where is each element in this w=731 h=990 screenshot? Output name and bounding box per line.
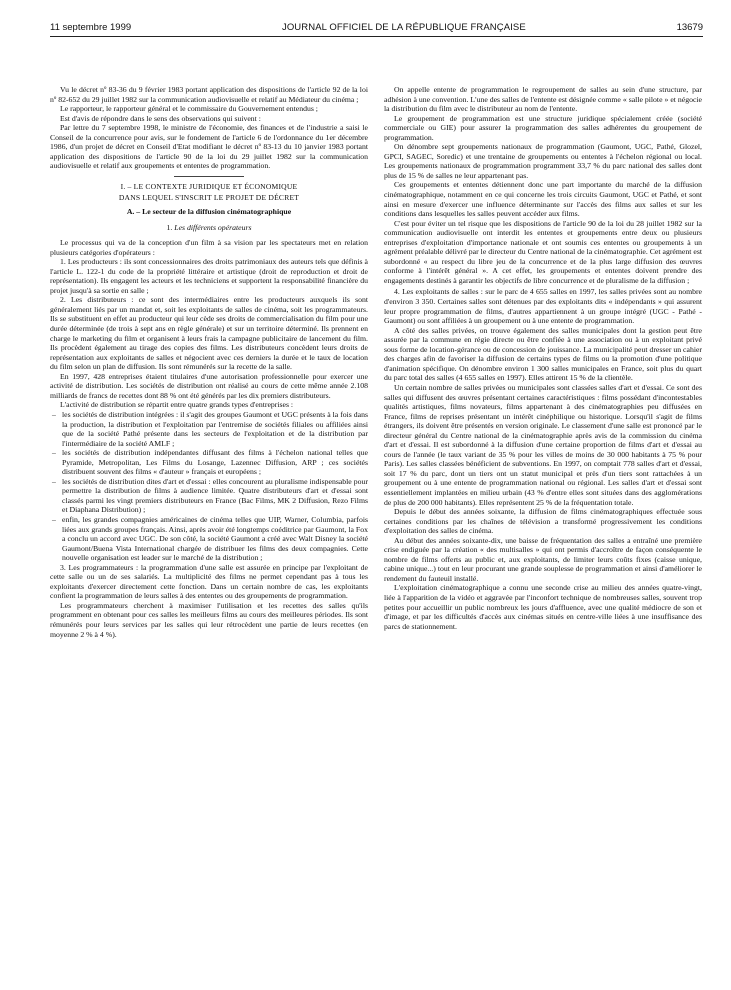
paragraph: 1. Les producteurs : ils sont concessionnaires des droits patrimoniaux des auteurs tels que définis à l'article L. 122-1 du code de la propriété littéraire et artistique (droit de reproduction et droit de représentation). Ils engagent les acteurs et les techniciens et supportent la responsabilité financière du projet jusqu'à sa sortie en salle ; bbox=[50, 257, 368, 295]
paragraph: Les programmateurs cherchent à maximiser l'utilisation et les recettes des salles qu'ils programment en obtenant pour ces salles les meilleurs films au cours des meilleures périodes. Ils sont rémunérés pour leurs services par les salles qui leur rétrocèdent une partie de leurs recettes (en moyenne 2 % à 4 %). bbox=[50, 600, 368, 639]
left-column bbox=[50, 85, 368, 639]
paragraph: L'activité de distribution se répartit entre quatre grands types d'entreprises : bbox=[60, 400, 294, 410]
sub-subsection-heading bbox=[50, 223, 368, 233]
paragraph: Par lettre du 7 septembre 1998, le ministre de l'économie, des finances et de l'industrie a saisi le Conseil de la concurrence pour avis, sur le fondement de l'article 6 de l'ordonnance du 1er décembre 1986, d'un projet de décret en Conseil d'Etat modifiant le décret nº 83-13 du 10 janvier 1983 portant application des dispositions de l'article 90 de la loi du 29 juillet 1982 sur la communication audiovisuelle et relatif aux groupements et ententes de programmation. bbox=[50, 123, 368, 171]
paragraph: Le processus qui va de la conception d'un film à sa vision par les spectateurs met en relation plusieurs catégories d'opérateurs : bbox=[50, 238, 368, 257]
right-column bbox=[384, 85, 702, 639]
paragraph: Le groupement de programmation est une structure juridique spécialement créée (société commerciale ou GIE) pour assurer la programmation des salles adhérentes du groupement de programmation. bbox=[384, 113, 702, 142]
distributor-types-list bbox=[50, 410, 368, 563]
list-item: – les sociétés de distribution intégrées : il s'agit des groupes Gaumont et UGC présents à la fois dans la production, la distribution et l'exploitation par l'entremise de sociétés filiales ou affiliées ainsi que de la société Pathé présente dans les secteurs de l'exploitation et de la distribution par l'intermédiaire de la société AMLF ; bbox=[50, 410, 368, 448]
paragraph: A côté des salles privées, on trouve également des salles municipales dont la gestion peut être assurée par la commune en régie directe ou être confiée à une association ou à un exploitant privé sous forme de location-gérance ou de concession de jouissance. La municipalité peut dresser un cahier des charges afin de favoriser la diffusion de certains types de films ou la promotion d'une politique d'animation spécifique. On dénombre environ 1 300 salles municipales en France, soit plus du quart du parc total des salles (4 655 salles en 1997). Elles attirent 15 % de la clientèle. bbox=[384, 325, 702, 383]
paragraph: 2. Les distributeurs : ce sont des intermédiaires entre les producteurs auxquels ils sont généralement liés par un mandat et, soit les exploitants de salles de cinéma, soit les programmateurs. Ils se substituent en effet au producteur qui leur cède ses droits de commercialisation du film pour une durée déterminée (de trois à sept ans en règle générale) et sur un territoire déterminé. Ils prennent en charge le marketing du film et organisent à leurs frais la campagne publicitaire de lancement du film. Ils procèdent également au tirage des copies des films. Les distributeurs concèdent leurs droits de représentation aux exploitants de salles et négocient avec ces derniers la durée et le taux de location du film selon un plan de diffusion. Ils sont rémunérés sur la recette de la salle. bbox=[50, 295, 368, 372]
paragraph: L'exploitation cinématographique a connu une seconde crise au milieu des années quatre-vingt, liée à l'apparition de la vidéo et aggravée par l'inconfort technique de nombreuses salles, souvent trop petites pour accueillir un public nombreux les jours d'affluence, avec une qualité médiocre de son et d'image, et par les difficultés d'accès aux cinémas situés en centre-ville liées à une insuffisance des parcs de stationnement. bbox=[384, 583, 702, 631]
paragraph: En 1997, 428 entreprises étaient titulaires d'une autorisation professionnelle pour exercer une activité de distribution. Les sociétés de distribution ont réalisé au cours de cette même année 2.108 milliards de francs de recettes dont 88 % ont été générés par les dix premiers distributeurs. bbox=[50, 371, 368, 400]
paragraph: On appelle entente de programmation le regroupement de salles au sein d'une structure, par adhésion à une convention. L'une des salles de l'entente est désignée comme « salle pilote » et négocie la distribution du film avec le distributeur au nom de l'entente. bbox=[384, 85, 702, 114]
subsection-heading: A. – Le secteur de la diffusion cinématographique bbox=[126, 207, 292, 217]
list-item: – les sociétés de distribution indépendantes diffusant des films à l'échelon national telles que Pyramide, Metropolitan, Les Films du Losange, Lazennec Diffusion, ARP ; ces sociétés distribuent souvent des films « d'auteur » français et européens ; bbox=[50, 448, 368, 477]
paragraph: On dénombre sept groupements nationaux de programmation (Gaumont, UGC, Pathé, Glozel, GPCI, SAGEC, Soredic) et une trentaine de groupements ou ententes à l'échelon régional ou local. Les groupements nationaux de programmation programment 33,7 % du parc national des salles dont plus de 15 % de salles ne leur appartenant pas. bbox=[384, 142, 702, 180]
sub-subsection-number: 1. bbox=[166, 222, 173, 232]
paragraph: Un certain nombre de salles privées ou municipales sont classées salles d'art et d'essai. Ce sont des salles qui diffusent des œuvres présentant certaines caractéristiques : films possédant d'incontestables qualités artistiques, films novateurs, films appartenant à des cinématographies peu diffusées en France, films de reprises présentant un intérêt cinéphilique ou historique. Lorsqu'il s'agit de films étrangers, ils doivent être présentés en version originale. Le classement d'une salle est prononcé par le directeur général du Centre national de la cinématographie après avis de la commission du cinéma d'art et d'essai. Il est subordonné à la diffusion d'une certaine proportion de films d'art et d'essai au cours de l'année (le taux variant de 35 % pour les villes de moins de 30 000 habitants à 75 % pour Paris). Les salles classées bénéficient de subventions. En 1997, on comptait 778 salles d'art et d'essai, soit 17 % du parc, dont un tiers ont un statut municipal et près d'un tiers sont rattachées à un groupement ou à une entente de programmation national ou régional. Les salles d'art et d'essai sont essentiellement implantées en milieu urbain (43 % d'entre elles sont situées dans des agglomérations de plus de 200 000 habitants). Elles représentent 25 % de la fréquentation totale. bbox=[384, 382, 702, 507]
paragraph: Au début des années soixante-dix, une baisse de fréquentation des salles a entraîné une première crise endiguée par la création « des multisalles » qui ont permis d'accroître de façon conséquente le nombre de films offerts au public et, aux exploitants, de limiter leurs coûts fixes (caisse unique, cabine unique...) tout en leur procurant une grande souplesse de programmation et ainsi d'améliorer le rendement du fauteuil installé. bbox=[384, 535, 702, 583]
sub-subsection-title: Les différents opérateurs bbox=[174, 222, 252, 232]
header-journal-title: JOURNAL OFFICIEL DE LA RÉPUBLIQUE FRANÇAISE bbox=[281, 22, 526, 33]
section-heading-line: DANS LEQUEL S'INSCRIT LE PROJET DE DÉCRET bbox=[118, 193, 300, 203]
section-divider bbox=[174, 176, 244, 177]
paragraph: Depuis le début des années soixante, la diffusion de films cinématographiques effectuée sous certaines conditions par les chaînes de télévision a transformé progressivement les conditions d'exploitation des salles de cinéma. bbox=[384, 507, 702, 536]
text-columns bbox=[50, 85, 703, 639]
paragraph: 3. Les programmateurs : la programmation d'une salle est assurée en principe par l'exploitant de cette salle ou un de ses salariés. La multiplicité des films ne permet cependant pas à tous les exploitants d'exercer directement cette fonction. Dans un certain nombre de cas, les exploitants confient la programmation de leurs salles à des ententes ou des groupements de programmation. bbox=[50, 562, 368, 601]
header-date: 11 septembre 1999 bbox=[50, 22, 132, 33]
paragraph: Le rapporteur, le rapporteur général et le commissaire du Gouvernement entendus ; bbox=[60, 104, 318, 114]
list-item: – enfin, les grandes compagnies américaines de cinéma telles que UIP, Warner, Columbia, parfois liées aux grands groupes français. Ainsi, après avoir été longtemps coéditrice par Gaumont, la Fox a conclu un accord avec UGC. De son côté, la société Gaumont a créé avec Walt Disney la société Gaumont/Buena Vista International chargée de distribuer les films des deux compagnies. Cette nouvelle organisation est leader sur le marché de la distribution ; bbox=[50, 515, 368, 563]
header-page-number: 13679 bbox=[676, 22, 703, 33]
paragraph: 4. Les exploitants de salles : sur le parc de 4 655 salles en 1997, les salles privées sont au nombre d'environ 3 350. Certaines salles sont détenues par des exploitants dits « indépendants » qui assurent leur propre programmation de films, d'autres appartiennent à un groupe intégré (UGC - Pathé - Gaumont) ou sont affiliées à un groupement ou à une entente de programmation. bbox=[384, 287, 702, 326]
page-header bbox=[50, 22, 703, 37]
list-item: – les sociétés de distribution dites d'art et d'essai : elles concourent au pluralisme indispensable pour permettre la distribution de films à audience limitée. Quatre distributeurs d'art et d'essai sont classés parmi les vingt premiers distributeurs en France (Bac Films, MK 2 Diffusion, Rezo Films et Diaphana Distribution) ; bbox=[50, 477, 368, 515]
paragraph: Est d'avis de répondre dans le sens des observations qui suivent : bbox=[60, 113, 261, 123]
paragraph: Vu le décret nº 83-36 du 9 février 1983 portant application des dispositions de l'article 92 de la loi nº 82-652 du 29 juillet 1982 sur la communication audiovisuelle et relatif au Médiateur du cinéma ; bbox=[50, 85, 368, 104]
paragraph: C'est pour éviter un tel risque que les dispositions de l'article 90 de la loi du 28 juillet 1982 sur la communication audiovisuelle ont interdit les ententes et groupements entre deux ou plusieurs entreprises d'exploitation d'importance nationale et ont soumis ces ententes ou groupements à un agrément préalable délivré par le directeur du Centre national de la cinématographie. Cet agrément est subordonné « au respect du libre jeu de la concurrence et de la plus large diffusion des œuvres conforme à l'intérêt général ». A cet effet, les groupements et ententes doivent prendre des engagements destinés à garantir les objectifs de libre concurrence et de pluralisme de la diffusion ; bbox=[384, 218, 702, 285]
paragraph: Ces groupements et ententes détiennent donc une part importante du marché de la diffusion cinématographique, notamment en ce qui concerne les trois circuits Gaumont, UGC et Pathé, et sont ainsi en mesure d'exercer une influence déterminante sur l'accès des films aux salles et sur les conditions dans lesquelles les salles peuvent accéder aux films. bbox=[384, 180, 702, 219]
section-heading-line: I. – LE CONTEXTE JURIDIQUE ET ÉCONOMIQUE bbox=[120, 181, 298, 191]
